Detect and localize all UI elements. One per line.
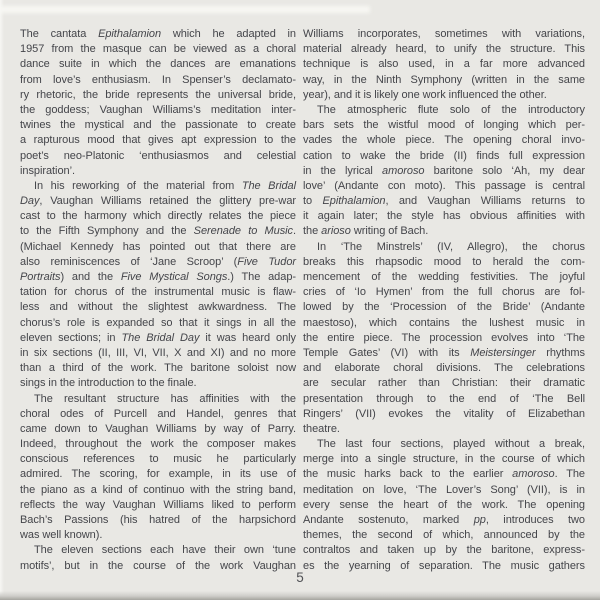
text-line: The cantata Epithalamion which he adapted in (20, 28, 296, 40)
text-line: love’ (Andante con moto). This passage is central (303, 179, 585, 192)
text-line: In his reworking of the material from The Bridal (34, 179, 296, 192)
text-line: it again later; the style has obvious affinities with (303, 210, 585, 223)
text-line: cries of ‘Io Hymen’ from the full chorus are fol- (303, 286, 585, 299)
text-line: reflects the way Vaughan Williams liked to perform (20, 498, 296, 511)
text-line: every sense the heart of the work. The opening (303, 498, 585, 511)
text-line: than a third of the work. The baritone soloist now (20, 362, 296, 375)
text-line: motifs’, but in the course of the work Vaughan (20, 559, 296, 572)
text-line: in the lyrical amoroso baritone solo ‘Ah, my dear (303, 164, 585, 177)
text-line: the entire piece. The procession evolves into ‘The (303, 331, 585, 344)
text-line: contraltos and taken up by the baritone, express- (303, 544, 585, 557)
text-line: merge into a single structure, in the course of which (303, 453, 585, 466)
text-line: technique is also used, in a far more advanced (303, 58, 585, 71)
text-line: the arioso writing of Bach. (303, 225, 429, 238)
scan-artifact-top (0, 6, 370, 13)
text-line: came down to Vaughan Williams by way of Parry. (20, 422, 296, 435)
text-line: vades the whole piece. The opening choral invo- (303, 134, 585, 147)
text-line: The eleven sections each have their own ‘tune (34, 544, 296, 557)
text-line: The atmospheric flute solo of the introductory (317, 103, 585, 116)
text-line: cast to the harmony which directly relates the piece (20, 210, 296, 223)
text-line: In ‘The Minstrels’ (IV, Allegro), the chorus (317, 240, 585, 253)
text-line: tation for chorus of the instrumental music is flaw- (20, 286, 296, 299)
text-line: presentation through to the end of ‘The Bell (303, 392, 585, 405)
text-line: the piano as a kind of continuo with the string band, (20, 483, 296, 496)
text-line: mencement of the wedding festivities. The joyful (303, 271, 585, 283)
text-line: The last four sections, played without a break, (317, 438, 585, 451)
text-line: cation to wake the bride (II) finds full expression (303, 149, 585, 162)
scan-artifact-left (0, 0, 4, 600)
text-line: Temple Gates’ (VI) with its Meistersinger rhythms (303, 346, 585, 359)
text-line: year), and it is likely one work influenced the other. (303, 88, 547, 101)
text-line: Indeed, throughout the work the composer makes (20, 438, 296, 451)
text-line: poet’s neo-Platonic ‘enthusiasmos and celestial (20, 149, 296, 162)
text-line: meditation on love, ‘The Lover’s Song’ (VII), is in (303, 483, 585, 496)
text-line: Portraits) and the Five Mystical Songs.) The adap- (20, 271, 296, 283)
text-line: twines the mystical and the passionate to create (20, 119, 296, 132)
text-line: Bach’s Passions (his hatred of the harpsichord (20, 514, 296, 526)
text-line: way, in the Ninth Symphony (written in the same (303, 73, 585, 86)
text-line: are secular rather than Christian: their dramatic (303, 377, 585, 390)
text-line: conscious references to music he particularly (20, 453, 296, 466)
text-line: the goddess; Vaughan Williams’s meditation inter- (20, 103, 296, 116)
text-line: the music harks back to the earlier amoroso. The (303, 468, 585, 481)
text-line: breaks this rhapsodic mood to herald the com- (303, 255, 585, 268)
text-line: themes, the second of which, announced by the (303, 529, 585, 542)
text-column-right (303, 27, 585, 574)
text-line: 1957 from the masque can be viewed as a choral (20, 43, 296, 56)
text-column-left (20, 27, 296, 574)
text-line: The resultant structure has affinities with the (34, 392, 296, 405)
text-line: es the yearning of separation. The music gathers (303, 559, 585, 572)
text-line: less and without the slightest awkwardness. The (20, 301, 296, 314)
text-line: theatre. (303, 422, 340, 435)
text-line: maestoso), which contains the lushest music in (303, 316, 585, 329)
text-line: to the Fifth Symphony and the Serenade to Music. (20, 225, 297, 238)
page-number: 5 (296, 570, 304, 585)
text-line: Day, Vaughan Williams retained the glittery pre-war (20, 195, 296, 208)
text-line: admired. The scoring, for example, in its use of (20, 468, 296, 481)
text-line: from love’s enthusiasm. In Spenser’s declamato- (20, 73, 296, 86)
scan-artifact-bottom (0, 591, 600, 600)
text-line: (Michael Kennedy has pointed out that there are (20, 240, 296, 253)
text-line: sings in the introduction to the finale. (20, 377, 197, 390)
text-line: eleven sections; in The Bridal Day it was heard only (20, 331, 296, 344)
text-line: Ringers’ (VII) evokes the vitality of Elizabethan (303, 407, 585, 420)
text-line: and elaborate choral divisions. The celebrations (303, 362, 585, 375)
text-line: was well known). (20, 529, 103, 542)
text-line: dance suite in which the dances are emanations (20, 58, 296, 71)
text-line: ry rhetoric, the bride represents the universal bride, (20, 88, 296, 101)
text-line: Andante sostenuto, marked pp, introduces two (303, 514, 585, 526)
text-line: choral odes of Purcell and Handel, genres that (20, 407, 296, 420)
text-line: chorus’s role is expanded so that it sings in all the (20, 316, 296, 329)
text-line: material already heard, to unify the structure. This (303, 43, 585, 56)
text-line: in six sections (II, III, VI, VII, X and XI) and no more (20, 346, 296, 359)
text-line: lowed by the ‘Procession of the Bride’ (Andante (303, 301, 585, 314)
text-line: also reminiscences of ‘Jane Scroop’ (Five Tudor (20, 255, 297, 268)
text-line: bars sets the wistful mood of longing which per- (303, 119, 585, 132)
text-line: Williams incorporates, sometimes with variations, (303, 28, 585, 40)
text-line: to Epithalamion, and Vaughan Williams returns to (303, 195, 585, 208)
text-line: a rapturous mood that gives apt expression to the (20, 134, 296, 147)
text-line: inspiration’. (20, 164, 75, 177)
